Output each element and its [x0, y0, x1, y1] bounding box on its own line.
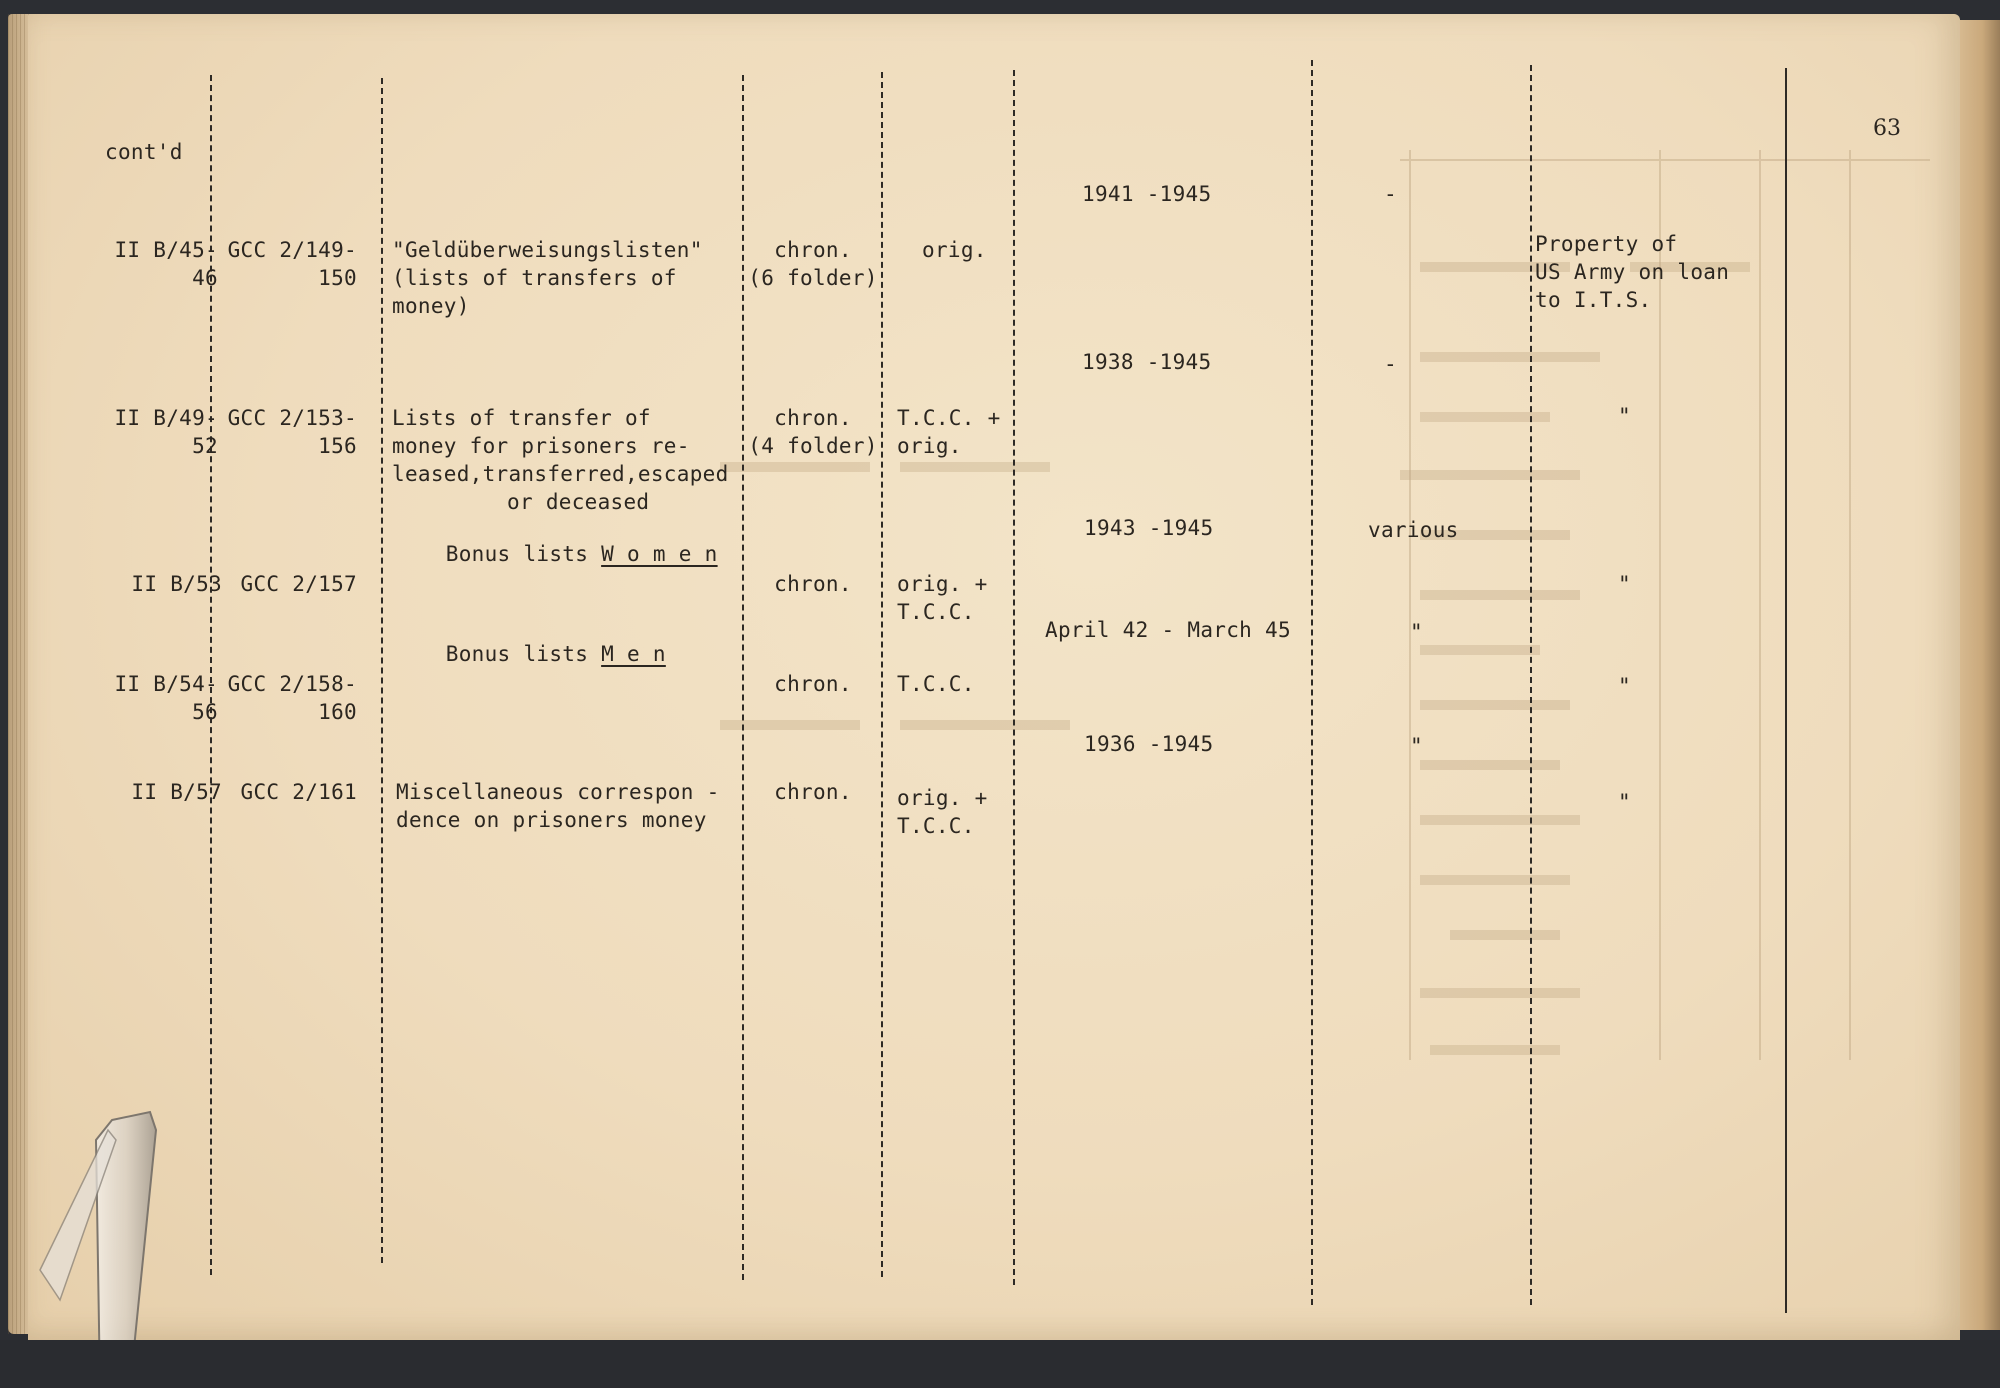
row3-title: Bonus lists W o m e n	[445, 542, 718, 566]
page-number: 63	[1873, 116, 1901, 141]
row5-code: GCC 2/161	[240, 780, 357, 804]
row3-code: GCC 2/157	[240, 572, 357, 596]
row4-title: Bonus lists M e n	[445, 642, 666, 666]
row5-dates: 1936 -1945	[1084, 732, 1214, 756]
book-right-edge	[1955, 20, 2000, 1330]
row2-order: chron. (4 folder)	[748, 406, 878, 458]
row2-code: GCC 2/153- 156	[227, 406, 357, 458]
row2-title: Lists of transfer of money for prisoners re- leased,transferred,escaped or deceased	[392, 406, 729, 514]
row1-dates: 1941 -1945	[1082, 182, 1212, 206]
column-rule-6	[1311, 60, 1313, 1305]
row4-code: GCC 2/158- 160	[227, 672, 357, 724]
row3-dates: 1943 -1945	[1084, 516, 1214, 540]
row4-type: T.C.C.	[897, 672, 975, 696]
row4-title-underlined: M e n	[601, 642, 666, 666]
row1-extent: -	[1384, 182, 1397, 206]
continuation-label: cont'd	[105, 140, 183, 164]
row1-code: GCC 2/149- 150	[227, 238, 357, 290]
column-rule-8	[1785, 68, 1787, 1313]
row1-order: chron. (6 folder)	[748, 238, 878, 290]
row2-remarks: "	[1618, 404, 1631, 428]
row4-ref: II B/54- 56	[114, 672, 218, 724]
row4-remarks: "	[1618, 674, 1631, 698]
row5-extent: "	[1410, 734, 1423, 758]
row2-dates: 1938 -1945	[1082, 350, 1212, 374]
row2-extent: -	[1384, 352, 1397, 376]
row5-remarks: "	[1618, 790, 1631, 814]
row2-ref: II B/49- 52	[114, 406, 218, 458]
column-rule-7	[1530, 65, 1532, 1305]
row2-type: T.C.C. + orig.	[897, 406, 1001, 458]
row1-type: orig.	[922, 238, 987, 262]
row5-type: orig. + T.C.C.	[897, 786, 988, 838]
row5-order: chron.	[774, 780, 852, 804]
row3-type: orig. + T.C.C.	[897, 572, 988, 624]
row3-extent: various	[1368, 518, 1459, 542]
row1-ref: II B/45- 46	[114, 238, 218, 290]
row3-remarks: "	[1618, 572, 1631, 596]
row3-order: chron.	[774, 572, 852, 596]
row5-ref: II B/57	[131, 780, 222, 804]
table-surface	[0, 1340, 2000, 1388]
row5-title: Miscellaneous correspon - dence on prisoners money	[396, 780, 720, 832]
row1-remarks: Property of US Army on loan to I.T.S.	[1535, 232, 1730, 312]
column-rule-5	[1013, 70, 1015, 1285]
row4-extent: "	[1410, 620, 1423, 644]
row1-title: "Geldüberweisungslisten" (lists of transfers of money)	[392, 238, 703, 318]
row3-title-underlined: W o m e n	[601, 542, 718, 566]
column-rule-2	[381, 78, 383, 1263]
row4-order: chron.	[774, 672, 852, 696]
row4-dates: April 42 - March 45	[1045, 618, 1291, 642]
row3-ref: II B/53	[131, 572, 222, 596]
